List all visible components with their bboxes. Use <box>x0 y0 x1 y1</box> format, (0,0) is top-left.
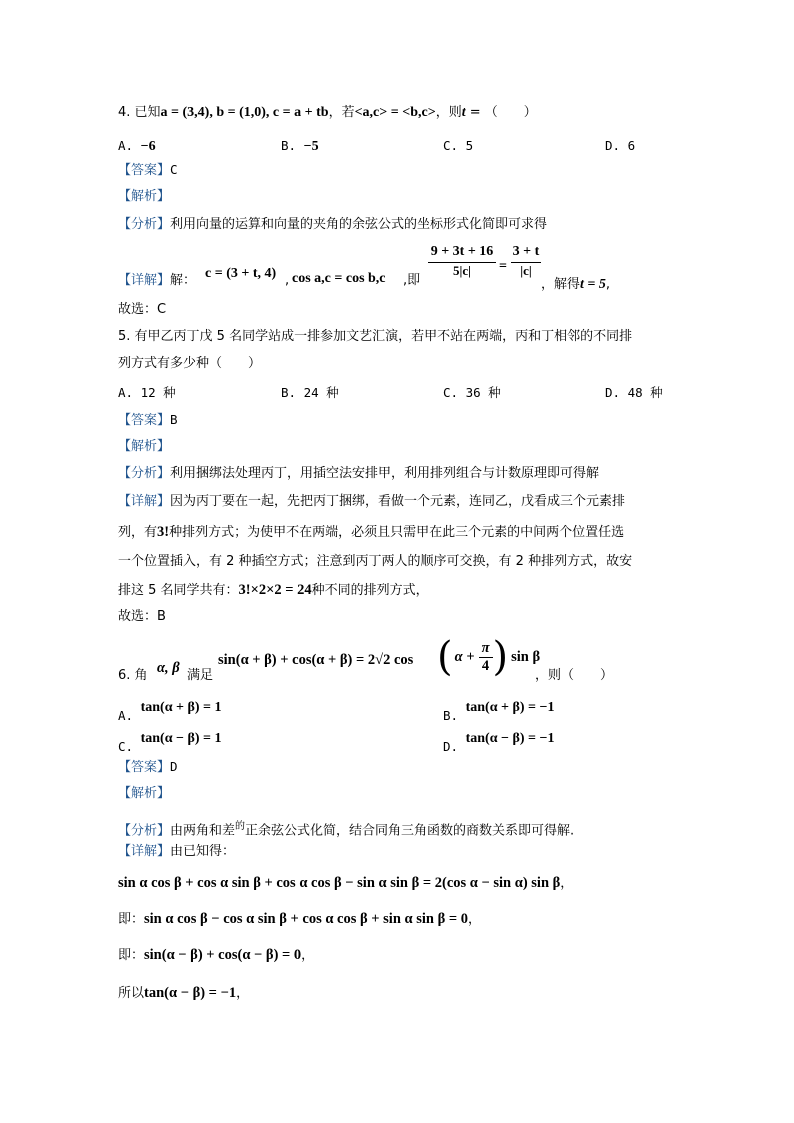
option-value: 5 <box>465 138 474 153</box>
q6-jiexi <box>118 785 170 803</box>
q4-answer <box>118 161 178 180</box>
step-pre: 即： <box>118 912 145 927</box>
pi-num: π <box>481 639 490 656</box>
q5-xiangjie-1 <box>118 493 625 511</box>
q5-guxuan: 故选：B <box>118 609 166 624</box>
q6-option-b <box>443 702 555 721</box>
option-label: B. <box>443 708 459 723</box>
fenxi-tag: 【分析】 <box>118 823 171 839</box>
fenxi-text: 由两角和差 <box>170 823 236 839</box>
q4-fraction-right <box>511 244 541 279</box>
q6-option-d <box>443 733 555 752</box>
option-value: 24 种 <box>303 385 339 400</box>
q6-manzu: 满足 <box>187 668 214 683</box>
option-label: C. <box>443 385 459 400</box>
step-math: sin(α − β) + cos(α − β) = 0 <box>144 947 302 963</box>
jiexi-tag: 【解析】 <box>118 439 171 454</box>
q4-var: t <box>461 105 466 120</box>
result-math: t = 5 <box>580 277 606 292</box>
q4-jiexi <box>118 188 170 206</box>
xiangjie-text: 种不同的排列方式， <box>311 583 429 598</box>
q6-step-2 <box>118 910 481 929</box>
q5-xiangjie-2 <box>118 523 624 542</box>
q4-cos-eq: cos a,c = cos b,c <box>292 271 386 286</box>
q5-fenxi <box>118 465 599 483</box>
q6-xiangjie <box>118 843 235 861</box>
option-value: 48 种 <box>627 385 663 400</box>
q4-cond-math: <a,c> = <b,c> <box>354 105 436 120</box>
option-value: tan(α − β) = −1 <box>465 731 555 746</box>
q6-step-4 <box>118 984 249 1003</box>
fenxi-tag: 【分析】 <box>118 217 171 232</box>
fenxi-text: 利用捆绑法处理丙丁，用插空法安排甲，利用排列组合与计数原理即可得解 <box>170 466 600 481</box>
pi-den: 4 <box>481 657 490 674</box>
q6-fenxi <box>118 818 574 840</box>
q5-stem-line2: 列方式有多少种（ ） <box>118 356 262 371</box>
xiangjie-text: 因为丙丁要在一起，先把丙丁捆绑，看做一个元素，连同乙，戊看成三个元素排 <box>170 494 626 509</box>
xiangjie-text: 种排列方式；为使甲不在两端，必须且只需甲在此三个元素的中间两个位置任选 <box>169 525 625 540</box>
q5-xiangjie-3: 一个位置插入，有 2 种插空方式；注意到丙丁两人的顺序可交换，有 2 种排列方式，故安 <box>118 554 633 569</box>
answer-value: C <box>170 162 178 177</box>
option-value: tan(α + β) = −1 <box>465 700 555 715</box>
step-math: sin α cos β + cos α sin β + cos α cos β − sin α sin β = 2(cos α − sin α) sin β <box>118 875 561 891</box>
option-value: tan(α + β) = 1 <box>140 700 222 715</box>
q5-option-a <box>118 384 176 402</box>
q5-option-b <box>281 384 339 402</box>
answer-value: B <box>170 412 178 427</box>
step-math: sin α cos β − cos α sin β + cos α cos β + sin α sin β = 0 <box>144 911 468 927</box>
xiangjie-tag: 【详解】 <box>118 844 171 859</box>
q6-step-3 <box>118 946 314 965</box>
option-label: B. <box>281 385 297 400</box>
q4-ji: ,即 <box>403 273 421 288</box>
q6-answer <box>118 758 178 777</box>
big-paren-right: ) <box>492 634 509 680</box>
xiangjie-pre: 解： <box>170 273 197 288</box>
xiangjie-tag: 【详解】 <box>118 494 171 509</box>
q4-c-vector: c = (3 + t, 4) <box>205 266 277 281</box>
q5-jiexi <box>118 438 170 456</box>
q6-vars: α, β <box>157 660 180 676</box>
step-end: ， <box>560 876 574 891</box>
q6-equation-paren <box>437 632 540 682</box>
frac-den: |c| <box>520 263 532 278</box>
option-label: B. <box>281 138 297 153</box>
frac-den: 5|c| <box>453 263 471 278</box>
fenxi-text: 利用向量的运算和向量的夹角的余弦公式的坐标形式化简即可求得 <box>170 217 548 232</box>
xiangjie-text: 列，有 <box>118 525 158 540</box>
option-label: C. <box>443 138 459 153</box>
q4-given-math: a = (3,4), b = (1,0), c = a + tb <box>160 105 329 120</box>
q4-ask: = （ ） <box>465 105 537 120</box>
q4-frac-eq: = <box>499 259 507 274</box>
q4-fenxi <box>118 216 547 234</box>
option-value: 6 <box>627 138 636 153</box>
option-value: −5 <box>303 139 319 154</box>
option-label: D. <box>605 138 621 153</box>
option-label: D. <box>605 385 621 400</box>
frac-num: 3 + t <box>512 244 540 259</box>
q5-option-c <box>443 384 501 402</box>
eq-tail: sin β <box>511 648 541 665</box>
q6-option-c <box>118 733 222 752</box>
q6-step-1 <box>118 874 573 893</box>
q4-xiangjie <box>118 272 196 290</box>
option-label: D. <box>443 739 459 754</box>
step-end: ， <box>468 912 482 927</box>
q6-number: 6. 角 <box>118 668 148 683</box>
option-value: 36 种 <box>465 385 501 400</box>
option-label: A. <box>118 138 134 153</box>
ji-text: 即 <box>407 273 421 288</box>
step-end: ， <box>301 948 315 963</box>
jiede-text: ，解得 <box>541 277 581 292</box>
xiangjie-math: 3! <box>157 524 170 540</box>
jiexi-tag: 【解析】 <box>118 189 171 204</box>
fenxi-tag: 【分析】 <box>118 466 171 481</box>
option-label: C. <box>118 739 134 754</box>
answer-tag: 【答案】 <box>118 760 171 775</box>
q6-option-a <box>118 702 222 721</box>
q6-stem <box>118 667 148 685</box>
option-value: tan(α − β) = 1 <box>140 731 222 746</box>
step-end: ， <box>236 986 250 1001</box>
q6-ask: ，则（ ） <box>535 668 614 683</box>
q4-cond-pre: ，若 <box>328 105 355 120</box>
q4-guxuan: 故选：C <box>118 302 167 317</box>
big-paren-left: ( <box>437 634 453 680</box>
q4-fraction-left <box>428 244 496 279</box>
q4-option-b <box>281 137 319 156</box>
step-pre: 即： <box>118 948 145 963</box>
answer-tag: 【答案】 <box>118 413 171 428</box>
fenxi-sup: 的 <box>235 821 246 832</box>
xiangjie-text: 由已知得： <box>170 844 236 859</box>
q4-comma: , <box>285 273 290 288</box>
q5-option-d <box>605 384 663 402</box>
option-value: 12 种 <box>140 385 176 400</box>
answer-value: D <box>170 759 178 774</box>
jiexi-tag: 【解析】 <box>118 786 171 801</box>
q4-option-a <box>118 137 156 156</box>
q4-cond-post: ，则 <box>435 105 462 120</box>
q5-stem-line1: 5. 有甲乙丙丁戊 5 名同学站成一排参加文艺汇演，若甲不站在两端，丙和丁相邻的不同排 <box>118 329 633 344</box>
q5-answer <box>118 411 178 430</box>
q4-option-c <box>443 137 473 155</box>
option-label: A. <box>118 708 134 723</box>
q4-option-d <box>605 137 635 155</box>
q5-xiangjie-4 <box>118 581 429 600</box>
q4-stem <box>118 104 537 122</box>
q4-number: 4. 已知 <box>118 105 161 120</box>
q6-equation-left: sin(α + β) + cos(α + β) = 2√2 cos <box>218 652 414 668</box>
step-pre: 所以 <box>118 986 145 1001</box>
q4-jiede: ，解得t = 5, <box>541 277 611 292</box>
option-label: A. <box>118 385 134 400</box>
step-math: tan(α − β) = −1 <box>144 985 237 1001</box>
xiangjie-math: 3!×2×2 = 24 <box>238 582 312 598</box>
frac-num: 9 + 3t + 16 <box>430 244 494 259</box>
option-value: −6 <box>140 139 156 154</box>
xiangjie-text: 排这 5 名同学共有： <box>118 583 239 598</box>
xiangjie-tag: 【详解】 <box>118 273 171 288</box>
pi-over-four <box>479 640 493 675</box>
answer-tag: 【答案】 <box>118 163 171 178</box>
fenxi-text: 正余弦公式化简，结合同角三角函数的商数关系即可得解. <box>245 823 575 839</box>
paren-content: α + <box>454 648 475 665</box>
